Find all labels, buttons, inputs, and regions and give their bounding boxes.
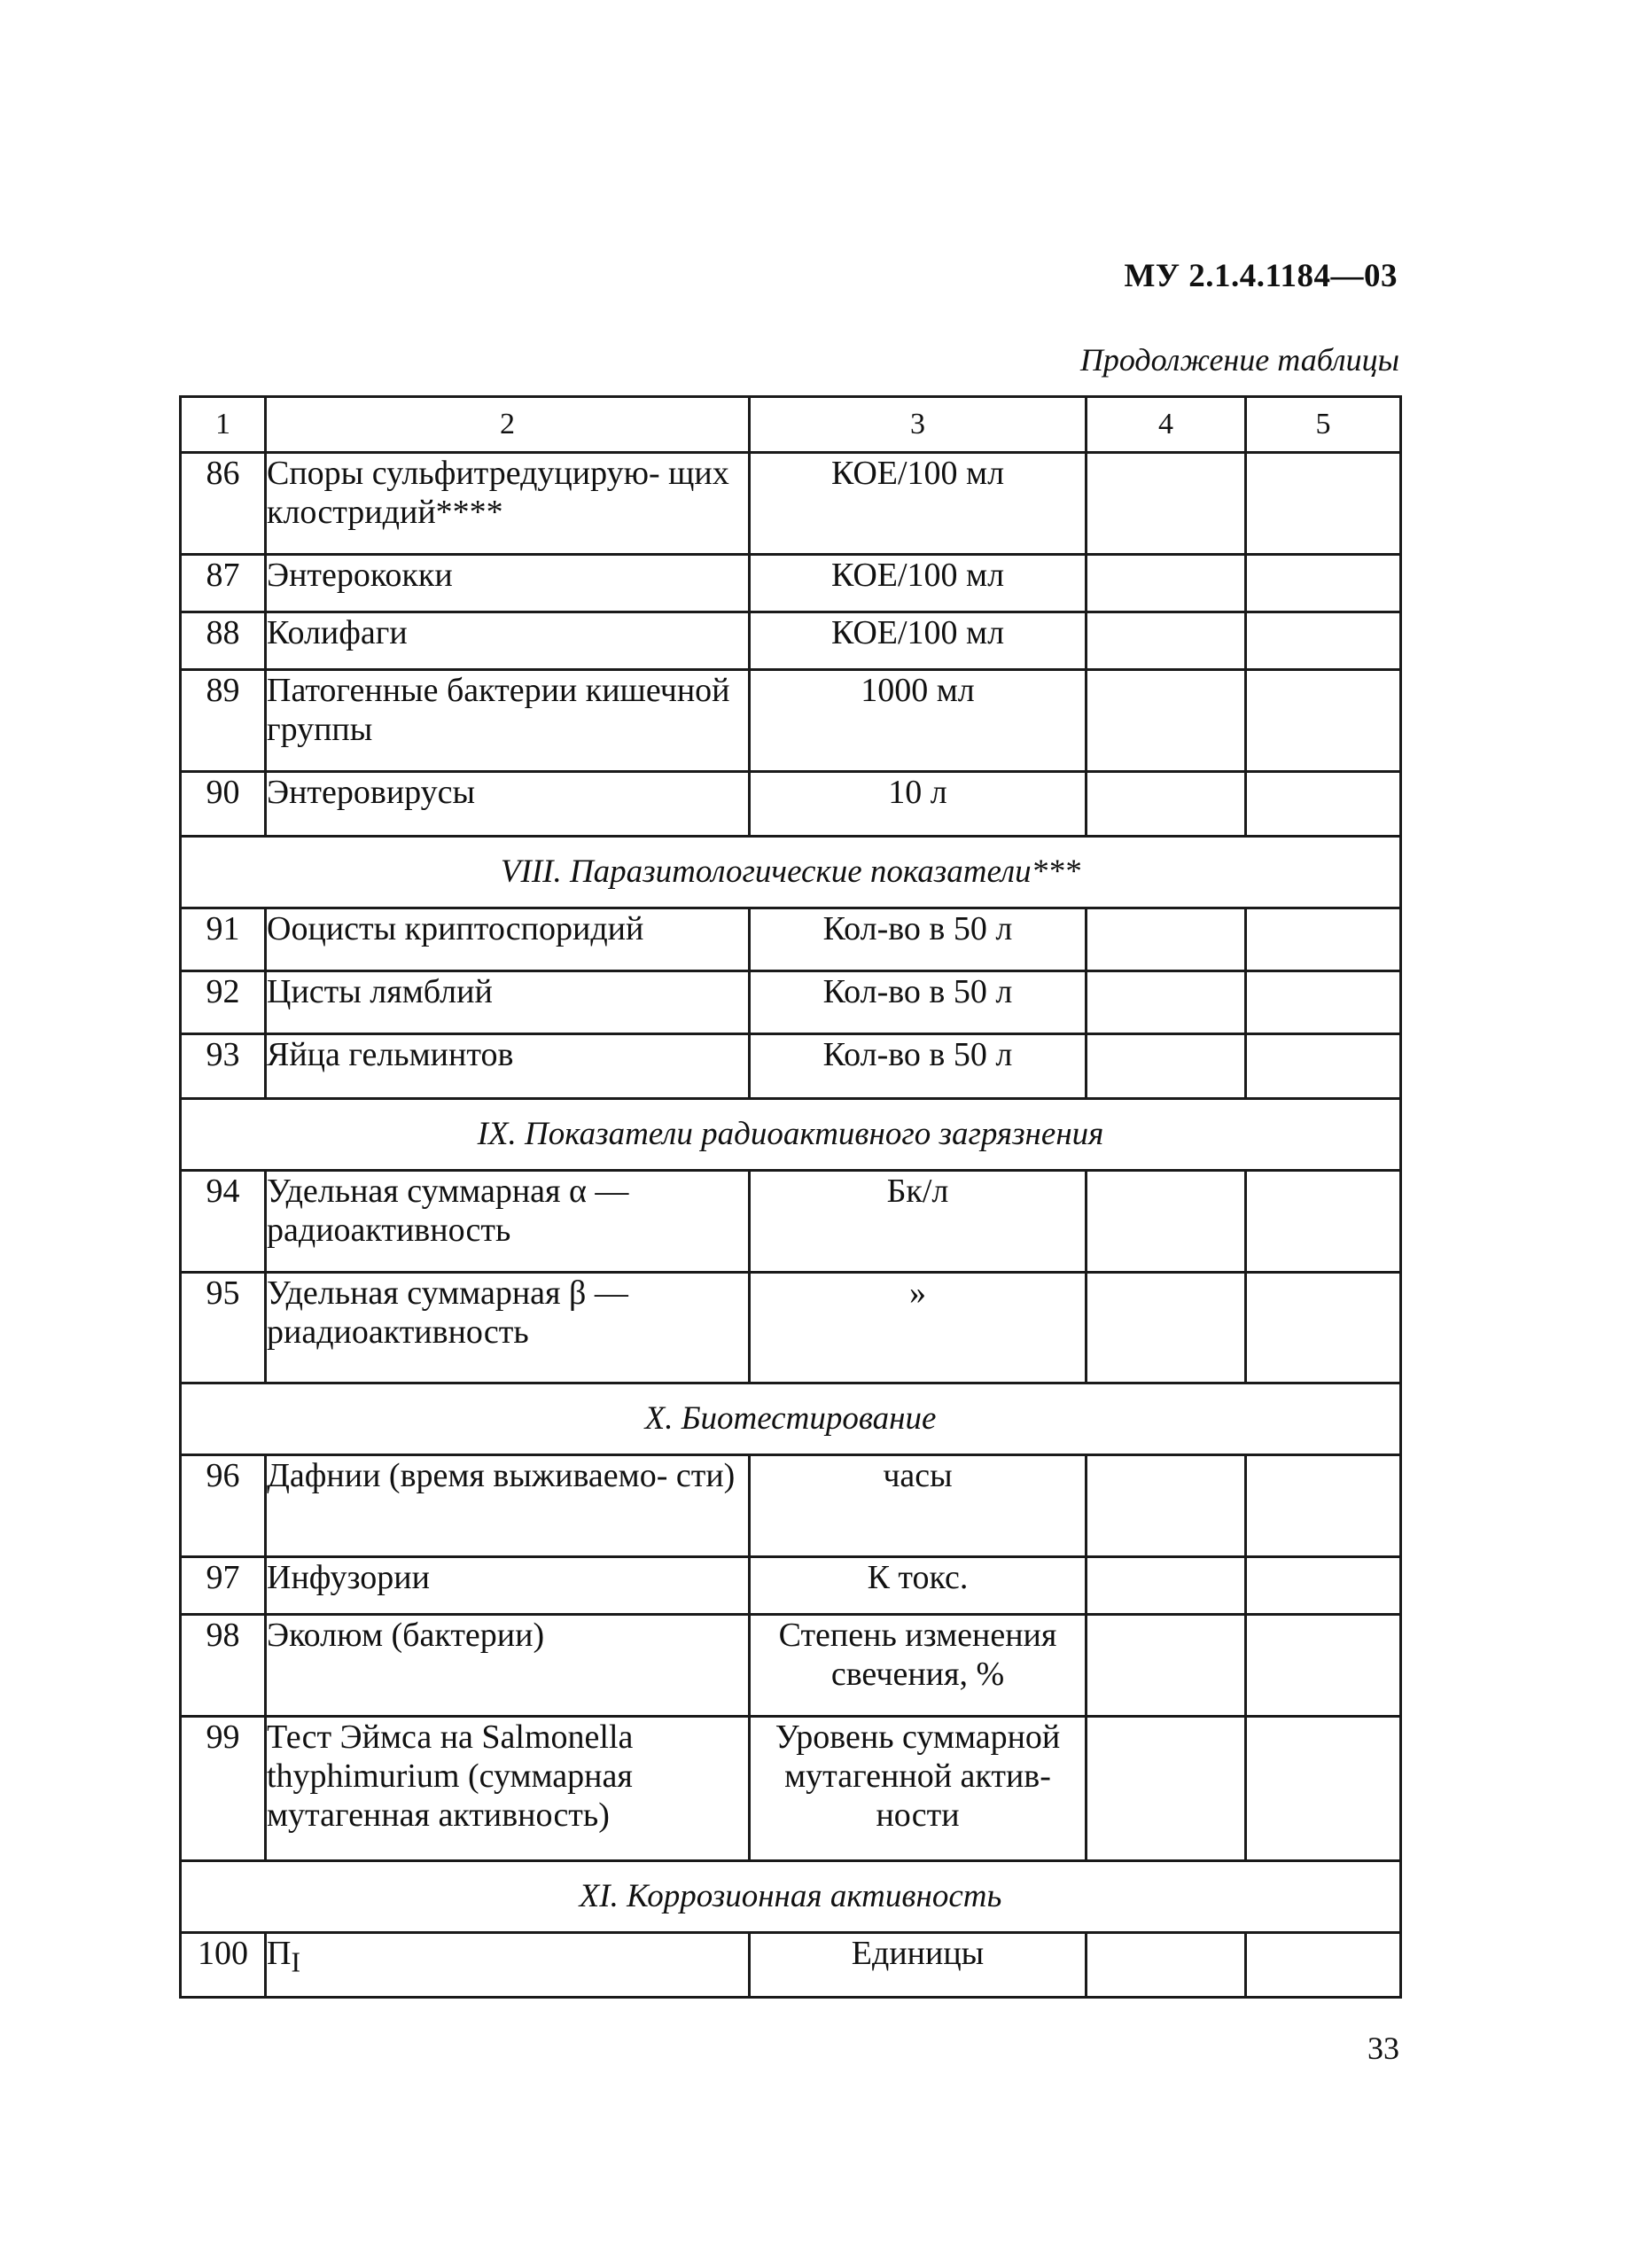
column-header: 4 [1087,397,1246,453]
indicator-unit: Бк/л [750,1171,1087,1273]
empty-cell [1246,670,1401,772]
column-header: 1 [181,397,266,453]
indicator-name: Дафнии (время выживаемо- сти) [266,1455,750,1557]
row-number: 98 [181,1615,266,1717]
empty-cell [1246,453,1401,555]
row-number: 94 [181,1171,266,1273]
table-row [181,453,1401,555]
indicator-unit: Кол-во в 50 л [750,908,1087,971]
indicator-unit: К токс. [750,1557,1087,1615]
empty-cell [1246,1171,1401,1273]
indicator-name: Энтерококки [266,555,750,612]
indicator-unit: КОЕ/100 мл [750,453,1087,555]
indicator-name: Тест Эймса на Salmonella thyphimurium (суммарная мутагенная активность) [266,1717,750,1861]
empty-cell [1087,1933,1246,1998]
indicator-unit: часы [750,1455,1087,1557]
indicator-unit: КОЕ/100 мл [750,555,1087,612]
section-heading-row [181,1099,1401,1171]
indicator-unit: КОЕ/100 мл [750,612,1087,670]
row-number: 86 [181,453,266,555]
empty-cell [1246,772,1401,837]
row-number: 95 [181,1273,266,1383]
empty-cell [1087,1171,1246,1273]
indicator-name: Удельная суммарная α — радиоактивность [266,1171,750,1273]
empty-cell [1246,1557,1401,1615]
page-number: 33 [1367,2030,1399,2066]
table-row [181,612,1401,670]
section-heading-row [181,837,1401,908]
indicator-name: Патогенные бактерии кишечной группы [266,670,750,772]
indicator-subscript: I [291,1946,300,1978]
section-heading: IX. Показатели радиоактивного загрязнения [181,1099,1401,1171]
document-code: МУ 2.1.4.1184—03 [1124,258,1398,294]
indicator-symbol: П [267,1935,292,1972]
indicator-name: Эколюм (бактерии) [266,1615,750,1717]
section-heading: XI. Коррозионная активность [181,1861,1401,1933]
empty-cell [1246,1615,1401,1717]
indicator-name: Ооцисты криптоспоридий [266,908,750,971]
indicator-name: Инфузории [266,1557,750,1615]
indicator-name: Цисты лямблий [266,971,750,1034]
table-header-row [181,397,1401,453]
empty-cell [1087,670,1246,772]
empty-cell [1246,908,1401,971]
column-header: 3 [750,397,1087,453]
indicator-name: Удельная суммарная β — риадиоактивность [266,1273,750,1383]
empty-cell [1087,1034,1246,1099]
empty-cell [1087,555,1246,612]
table-row [181,555,1401,612]
indicator-unit: Степень изменения свечения, % [750,1615,1087,1717]
row-number: 92 [181,971,266,1034]
indicator-name: Колифаги [266,612,750,670]
indicator-unit: Единицы [750,1933,1087,1998]
table-row [181,1557,1401,1615]
row-number: 90 [181,772,266,837]
table-row [181,908,1401,971]
empty-cell [1246,1455,1401,1557]
column-header: 2 [266,397,750,453]
empty-cell [1246,1717,1401,1861]
empty-cell [1087,908,1246,971]
row-number: 100 [181,1933,266,1998]
table-row [181,772,1401,837]
section-heading-row [181,1383,1401,1455]
table-row [181,1273,1401,1383]
indicator-unit: 1000 мл [750,670,1087,772]
empty-cell [1087,1557,1246,1615]
indicator-unit: Кол-во в 50 л [750,1034,1087,1099]
indicator-name [266,1933,750,1998]
indicators-table [179,395,1402,1999]
empty-cell [1087,453,1246,555]
table-row [181,971,1401,1034]
table-row [181,670,1401,772]
table-row [181,1171,1401,1273]
indicator-name: Энтеровирусы [266,772,750,837]
empty-cell [1246,612,1401,670]
empty-cell [1087,1455,1246,1557]
empty-cell [1087,772,1246,837]
section-heading-row [181,1861,1401,1933]
column-header: 5 [1246,397,1401,453]
indicator-name: Споры сульфитредуцирую- щих клостридий**** [266,453,750,555]
row-number: 89 [181,670,266,772]
table-row [181,1717,1401,1861]
table-row [181,1034,1401,1099]
section-heading: VIII. Паразитологические показатели*** [181,837,1401,908]
empty-cell [1246,1273,1401,1383]
row-number: 99 [181,1717,266,1861]
empty-cell [1087,612,1246,670]
row-number: 97 [181,1557,266,1615]
table-row [181,1455,1401,1557]
empty-cell [1087,1615,1246,1717]
section-heading: X. Биотестирование [181,1383,1401,1455]
indicator-name: Яйца гельминтов [266,1034,750,1099]
table-row [181,1615,1401,1717]
empty-cell [1087,1717,1246,1861]
indicator-unit: Кол-во в 50 л [750,971,1087,1034]
table-continuation-label: Продолжение таблицы [1079,342,1399,378]
row-number: 93 [181,1034,266,1099]
empty-cell [1246,1034,1401,1099]
row-number: 88 [181,612,266,670]
indicator-unit: 10 л [750,772,1087,837]
empty-cell [1246,971,1401,1034]
table-row [181,1933,1401,1998]
empty-cell [1087,1273,1246,1383]
row-number: 91 [181,908,266,971]
empty-cell [1087,971,1246,1034]
empty-cell [1246,555,1401,612]
row-number: 96 [181,1455,266,1557]
row-number: 87 [181,555,266,612]
indicator-unit: Уровень суммарной мутагенной актив- ности [750,1717,1087,1861]
empty-cell [1246,1933,1401,1998]
indicator-unit: » [750,1273,1087,1383]
